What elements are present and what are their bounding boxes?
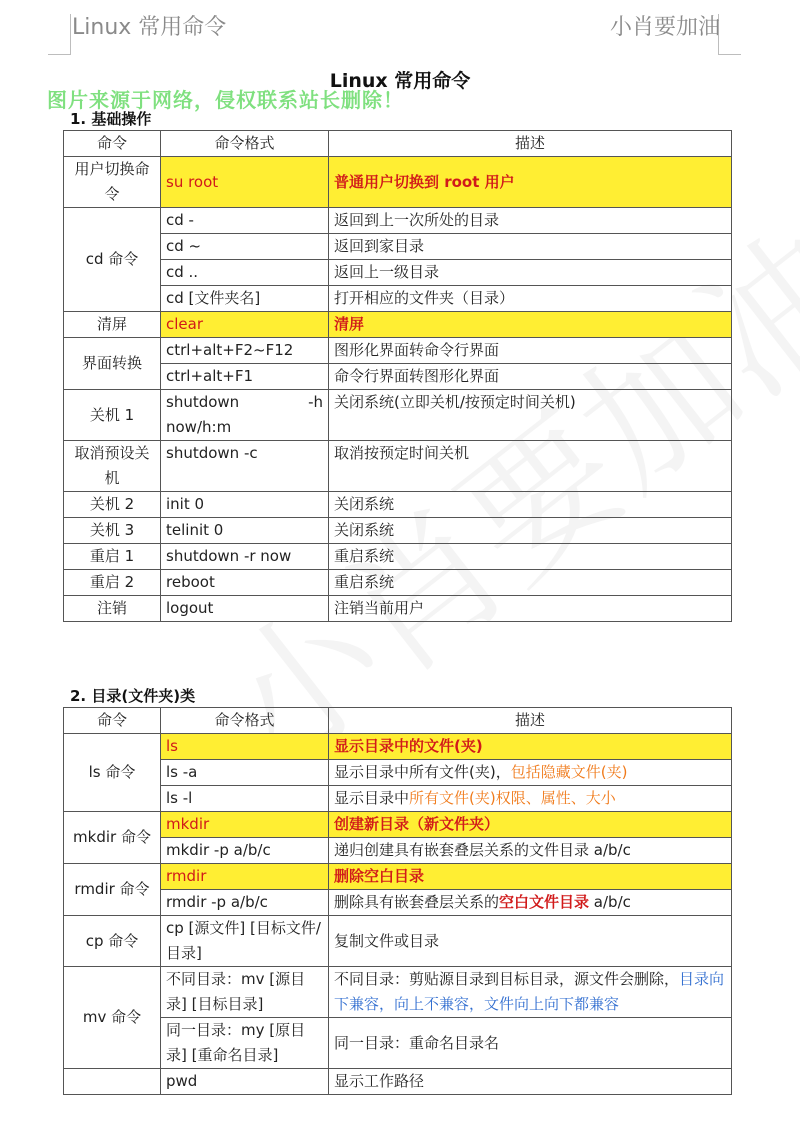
command-description: 同一目录：重命名目录名: [329, 1018, 732, 1069]
command-format: ls -l: [161, 786, 329, 812]
section-1-heading: 1. 基础操作: [70, 110, 152, 128]
directory-commands-table: [63, 707, 732, 1095]
command-format-part: shutdown: [166, 393, 240, 411]
command-name: 重启 2: [64, 570, 161, 596]
command-description: 递归创建具有嵌套叠层关系的文件目录 a/b/c: [329, 838, 732, 864]
command-name: 用户切换命令: [64, 157, 161, 208]
command-description: [329, 967, 732, 1018]
table-row: [64, 916, 732, 967]
command-format: init 0: [161, 492, 329, 518]
command-description: 取消按预定时间关机: [329, 441, 732, 492]
table-row: [64, 286, 732, 312]
command-description: 返回到上一次所处的目录: [329, 208, 732, 234]
description-highlight: 目录向下兼容，向上不兼容，文件向上向下都兼容: [334, 970, 725, 1013]
command-format: cd ~: [161, 234, 329, 260]
table-row: [64, 157, 732, 208]
command-name: 重启 1: [64, 544, 161, 570]
command-name: 关机 2: [64, 492, 161, 518]
table-row: [64, 544, 732, 570]
table-row: [64, 967, 732, 1018]
command-format: rmdir -p a/b/c: [161, 890, 329, 916]
command-description: 命令行界面转图形化界面: [329, 364, 732, 390]
command-format: 不同目录：mv [源目录] [目标目录]: [161, 967, 329, 1018]
command-format: ctrl+alt+F2~F12: [161, 338, 329, 364]
command-description: 显示目录中的文件(夹): [329, 734, 732, 760]
table-row: [64, 312, 732, 338]
page-header-right: 小肖要加油: [609, 15, 720, 40]
command-format: mkdir -p a/b/c: [161, 838, 329, 864]
table-row: [64, 390, 732, 441]
description-part: 显示目录中所有文件(夹)，: [334, 763, 511, 781]
command-description: 关闭系统(立即关机/按预定时间关机): [329, 390, 732, 441]
description-highlight: 所有文件(夹)权限、属性、大小: [409, 789, 616, 807]
command-format: ls -a: [161, 760, 329, 786]
crop-mark-left: [48, 14, 71, 55]
command-description: 返回上一级目录: [329, 260, 732, 286]
command-format: cd [文件夹名]: [161, 286, 329, 312]
description-highlight: 空白文件目录: [499, 893, 590, 911]
table-row: [64, 864, 732, 890]
command-format-part: now/h:m: [166, 418, 232, 436]
command-format: shutdown -r now: [161, 544, 329, 570]
command-description: 复制文件或目录: [329, 916, 732, 967]
command-description: [329, 760, 732, 786]
header-cell: 描述: [329, 708, 732, 734]
command-format: cp [源文件] [目标文件/目录]: [161, 916, 329, 967]
table-row: [64, 208, 732, 234]
basic-commands-table: [63, 130, 732, 622]
table-header-row: [64, 708, 732, 734]
command-description: 返回到家目录: [329, 234, 732, 260]
table-row: [64, 570, 732, 596]
table-row: [64, 1018, 732, 1069]
table-row: [64, 812, 732, 838]
command-name-empty: [64, 1069, 161, 1095]
command-description: 关闭系统: [329, 492, 732, 518]
command-name: cp 命令: [64, 916, 161, 967]
command-name: 关机 1: [64, 390, 161, 441]
table-row: [64, 1069, 732, 1095]
command-format: su root: [161, 157, 329, 208]
command-description: 重启系统: [329, 544, 732, 570]
command-name: ls 命令: [64, 734, 161, 812]
command-format: cd -: [161, 208, 329, 234]
table-header-row: [64, 131, 732, 157]
command-name: rmdir 命令: [64, 864, 161, 916]
crop-mark-right: [718, 14, 741, 55]
table-row: [64, 234, 732, 260]
command-format: clear: [161, 312, 329, 338]
table-row: [64, 838, 732, 864]
command-format: pwd: [161, 1069, 329, 1095]
command-format: cd ..: [161, 260, 329, 286]
command-description: 注销当前用户: [329, 596, 732, 622]
watermark-note: 图片来源于网络，侵权联系站长删除！: [47, 88, 404, 112]
command-description: 打开相应的文件夹（目录）: [329, 286, 732, 312]
table-row: [64, 518, 732, 544]
header-cell: 命令格式: [161, 708, 329, 734]
table-row: [64, 890, 732, 916]
description-part: 不同目录：剪贴源目录到目标目录，源文件会删除，: [334, 970, 680, 988]
description-highlight: 包括隐藏文件(夹): [510, 763, 628, 781]
command-format: [161, 390, 329, 441]
table-row: [64, 364, 732, 390]
section-2-heading: 2. 目录(文件夹)类: [70, 687, 196, 705]
command-description: 关闭系统: [329, 518, 732, 544]
description-part: 删除具有嵌套叠层关系的: [334, 893, 500, 911]
table-row: [64, 734, 732, 760]
command-name: 界面转换: [64, 338, 161, 390]
table-row: [64, 492, 732, 518]
command-format: ctrl+alt+F1: [161, 364, 329, 390]
header-cell: 命令格式: [161, 131, 329, 157]
command-format-part: -h: [308, 393, 323, 411]
description-part: a/b/c: [589, 893, 631, 911]
description-part: 显示目录中: [334, 789, 410, 807]
command-description: 图形化界面转命令行界面: [329, 338, 732, 364]
command-description: 重启系统: [329, 570, 732, 596]
page-header-left: Linux 常用命令: [72, 15, 227, 40]
command-description: 普通用户切换到 root 用户: [329, 157, 732, 208]
command-format: reboot: [161, 570, 329, 596]
command-name: mv 命令: [64, 967, 161, 1069]
command-description: [329, 890, 732, 916]
command-name: 取消预设关机: [64, 441, 161, 492]
command-name: 关机 3: [64, 518, 161, 544]
command-name: 清屏: [64, 312, 161, 338]
command-format: 同一目录：my [原目录] [重命名目录]: [161, 1018, 329, 1069]
table-row: [64, 260, 732, 286]
command-format: rmdir: [161, 864, 329, 890]
command-description: 显示工作路径: [329, 1069, 732, 1095]
command-format: telinit 0: [161, 518, 329, 544]
document-title: Linux 常用命令: [329, 70, 471, 92]
command-name: mkdir 命令: [64, 812, 161, 864]
table-row: [64, 596, 732, 622]
table-row: [64, 441, 732, 492]
command-format: shutdown -c: [161, 441, 329, 492]
header-cell: 命令: [64, 131, 161, 157]
table-row: [64, 760, 732, 786]
header-cell: 命令: [64, 708, 161, 734]
command-name: cd 命令: [64, 208, 161, 312]
command-description: [329, 786, 732, 812]
command-format: logout: [161, 596, 329, 622]
command-format: ls: [161, 734, 329, 760]
header-cell: 描述: [329, 131, 732, 157]
command-format: mkdir: [161, 812, 329, 838]
command-description: 删除空白目录: [329, 864, 732, 890]
command-description: 清屏: [329, 312, 732, 338]
command-description: 创建新目录（新文件夹）: [329, 812, 732, 838]
command-name: 注销: [64, 596, 161, 622]
table-row: [64, 338, 732, 364]
table-row: [64, 786, 732, 812]
